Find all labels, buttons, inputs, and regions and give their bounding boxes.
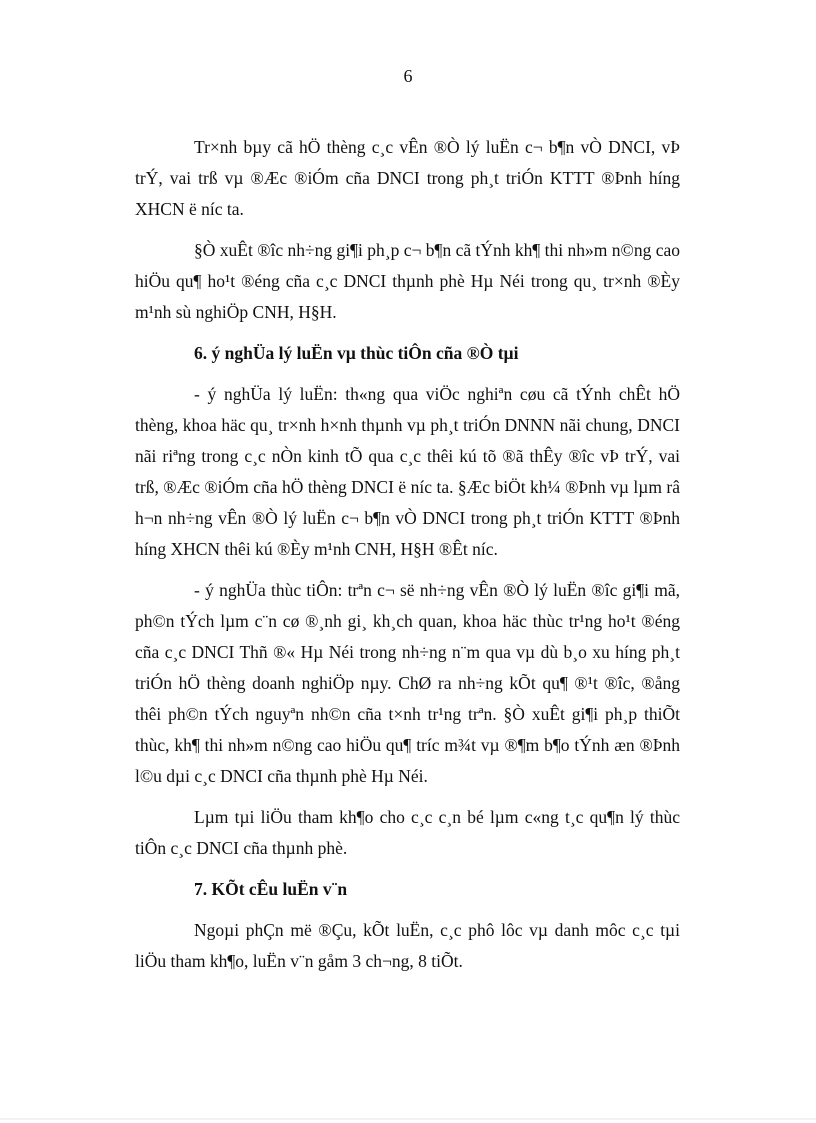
section-heading-significance: 6. ý nghÜa lý luËn vµ thùc tiÔn cña ®Ò tµi — [194, 343, 519, 363]
section-heading-structure: 7. KÕt cÊu luËn v¨n — [194, 879, 348, 899]
page-number: 6 — [403, 66, 413, 86]
paragraph-practical-significance: - ý nghÜa thùc tiÔn: trªn c¬ së nh÷ng vÊn ®Ò lý luËn ®îc gi¶i mã, ph©n tÝch lµm c¨n cø ®¸nh gi¸ kh¸ch quan, khoa häc thùc tr¹ng ho¹t ®éng cña c¸c DNCI Thñ ®« Hµ Néi trong nh÷ng n¨m qua vµ dù b¸o xu híng ph¸t triÓn hÖ thèng doanh nghiÖp nµy. ChØ ra nh÷ng kÕt qu¶ ®¹t ®îc, ®ång thêi ph©n tÝch nguyªn nh©n cña t×nh tr¹ng trªn. §Ò xuÊt gi¶i ph¸p thiÕt thùc, kh¶ thi nh»m n©ng cao hiÖu qu¶ tríc m¾t vµ ®¶m b¶o tÝnh æn ®Þnh l©u dµi c¸c DNCI cña thµnh phè Hµ Néi. — [135, 580, 680, 786]
paragraph-reference-use: Lµm tµi liÖu tham kh¶o cho c¸c c¸n bé lµm c«ng t¸c qu¶n lý thùc tiÔn c¸c DNCI cña thµnh phè. — [135, 807, 680, 858]
page-bottom-edge — [0, 1118, 816, 1120]
paragraph-scope-solutions: §Ò xuÊt ®îc nh÷ng gi¶i ph¸p c¬ b¶n cã tÝnh kh¶ thi nh»m n©ng cao hiÖu qu¶ ho¹t ®éng cña c¸c DNCI thµnh phè Hµ Néi trong qu¸ tr×nh ®Èy m¹nh sù nghiÖp CNH, H§H. — [135, 240, 680, 322]
paragraph-structure: Ngoµi phÇn më ®Çu, kÕt luËn, c¸c phô lôc vµ danh môc c¸c tµi liÖu tham kh¶o, luËn v¨n gåm 3 ch¬ng, 8 tiÕt. — [135, 920, 680, 971]
paragraph-scope-theory: Tr×nh bµy cã hÖ thèng c¸c vÊn ®Ò lý luËn c¬ b¶n vÒ DNCI, vÞ trÝ, vai trß vµ ®Æc ®iÓm cña DNCI trong ph¸t triÓn KTTT ®Þnh híng XHCN ë níc ta. — [135, 137, 680, 219]
document-body — [135, 132, 680, 987]
paragraph-theoretical-significance: - ý nghÜa lý luËn: th«ng qua viÖc nghiªn cøu cã tÝnh chÊt hÖ thèng, khoa häc qu¸ tr×nh h×nh thµnh vµ ph¸t triÓn DNNN nãi chung, DNCI nãi riªng trong c¸c nÒn kinh tÕ qua c¸c thêi kú tõ ®ã thÊy ®îc vÞ trÝ, vai trß, ®Æc ®iÓm cña hÖ thèng DNCI ë níc ta. §Æc biÖt kh¼ ®Þnh vµ lµm râ h¬n nh÷ng vÊn ®Ò lý luËn c¬ b¶n vÒ DNCI trong ph¸t triÓn KTTT ®Þnh híng XHCN thêi kú ®Èy m¹nh CNH, H§H ®Êt níc. — [135, 384, 680, 559]
